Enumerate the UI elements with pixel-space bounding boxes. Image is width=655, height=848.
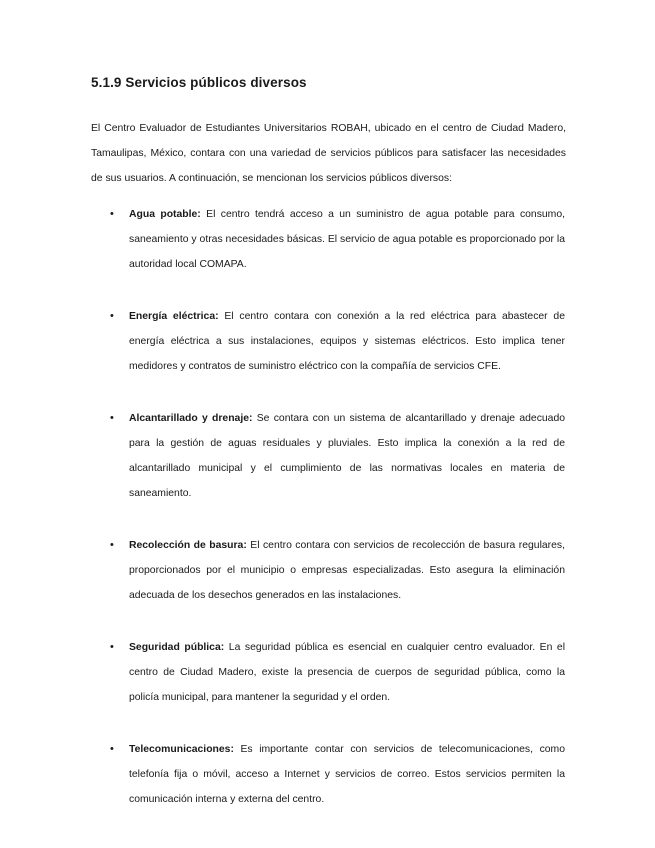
- list-item-title: Telecomunicaciones:: [129, 744, 234, 755]
- list-item-text: [129, 533, 565, 608]
- list-item-title: Recolección de basura:: [129, 540, 247, 551]
- list-item: [0, 202, 655, 277]
- bullet-icon: •: [110, 641, 114, 653]
- list-item: [0, 304, 655, 379]
- bullet-icon: •: [110, 743, 114, 755]
- list-item-text: [129, 202, 565, 277]
- list-item: [0, 635, 655, 710]
- list-item-text: [129, 406, 565, 506]
- list-item: [0, 533, 655, 608]
- list-item-title: Energía eléctrica:: [129, 311, 219, 322]
- list-item-title: Seguridad pública:: [129, 642, 225, 653]
- bullet-icon: •: [110, 208, 114, 220]
- list-item-title: Agua potable:: [129, 209, 201, 220]
- list-item-body: Es importante contar con servicios de telecomunicaciones, como telefonía fija o móvil, acceso a Internet y servicios de correo. Estos servicios permiten la comunicación interna y externa del centro.: [129, 744, 565, 805]
- bullet-icon: •: [110, 539, 114, 551]
- list-item-body: El centro tendrá acceso a un suministro de agua potable para consumo, saneamiento y otras necesidades básicas. El servicio de agua potable es proporcionado por la autoridad local COMAPA.: [129, 209, 566, 270]
- list-item-body: Se contara con un sistema de alcantarillado y drenaje adecuado para la gestión de aguas residuales y pluviales. Esto implica la conexión a la red de alcantarillado municipal y el cumplimiento de las normativas locales en materia de saneamiento.: [129, 413, 566, 499]
- list-item-body: La seguridad pública es esencial en cualquier centro evaluador. En el centro de Ciudad Madero, existe la presencia de cuerpos de seguridad pública, como la policía municipal, para mantener la seguridad y el orden.: [129, 642, 566, 703]
- services-list: [0, 202, 655, 839]
- intro-paragraph: El Centro Evaluador de Estudiantes Universitarios ROBAH, ubicado en el centro de Ciudad Madero, Tamaulipas, México, contara con una variedad de servicios públicos para satisfacer las necesidades de sus usuarios. A continuación, se mencionan los servicios públicos diversos:: [91, 123, 566, 184]
- list-item-body: El centro contara con conexión a la red eléctrica para abastecer de energía eléctrica a sus instalaciones, equipos y sistemas eléctricos. Esto implica tener medidores y contratos de suministro eléctrico con la compañía de servicios CFE.: [129, 311, 565, 372]
- list-item-body: El centro contara con servicios de recolección de basura regulares, proporcionados por el municipio o empresas especializadas. Esto asegura la eliminación adecuada de los desechos generados en las instalaciones.: [129, 540, 565, 601]
- bullet-icon: •: [110, 310, 114, 322]
- section-heading: 5.1.9 Servicios públicos diversos: [91, 75, 307, 90]
- list-item: [0, 737, 655, 812]
- list-item-text: [129, 304, 565, 379]
- list-item-text: [129, 635, 565, 710]
- bullet-icon: •: [110, 412, 114, 424]
- list-item-text: [129, 737, 565, 812]
- list-item: [0, 406, 655, 506]
- list-item-title: Alcantarillado y drenaje:: [129, 413, 253, 424]
